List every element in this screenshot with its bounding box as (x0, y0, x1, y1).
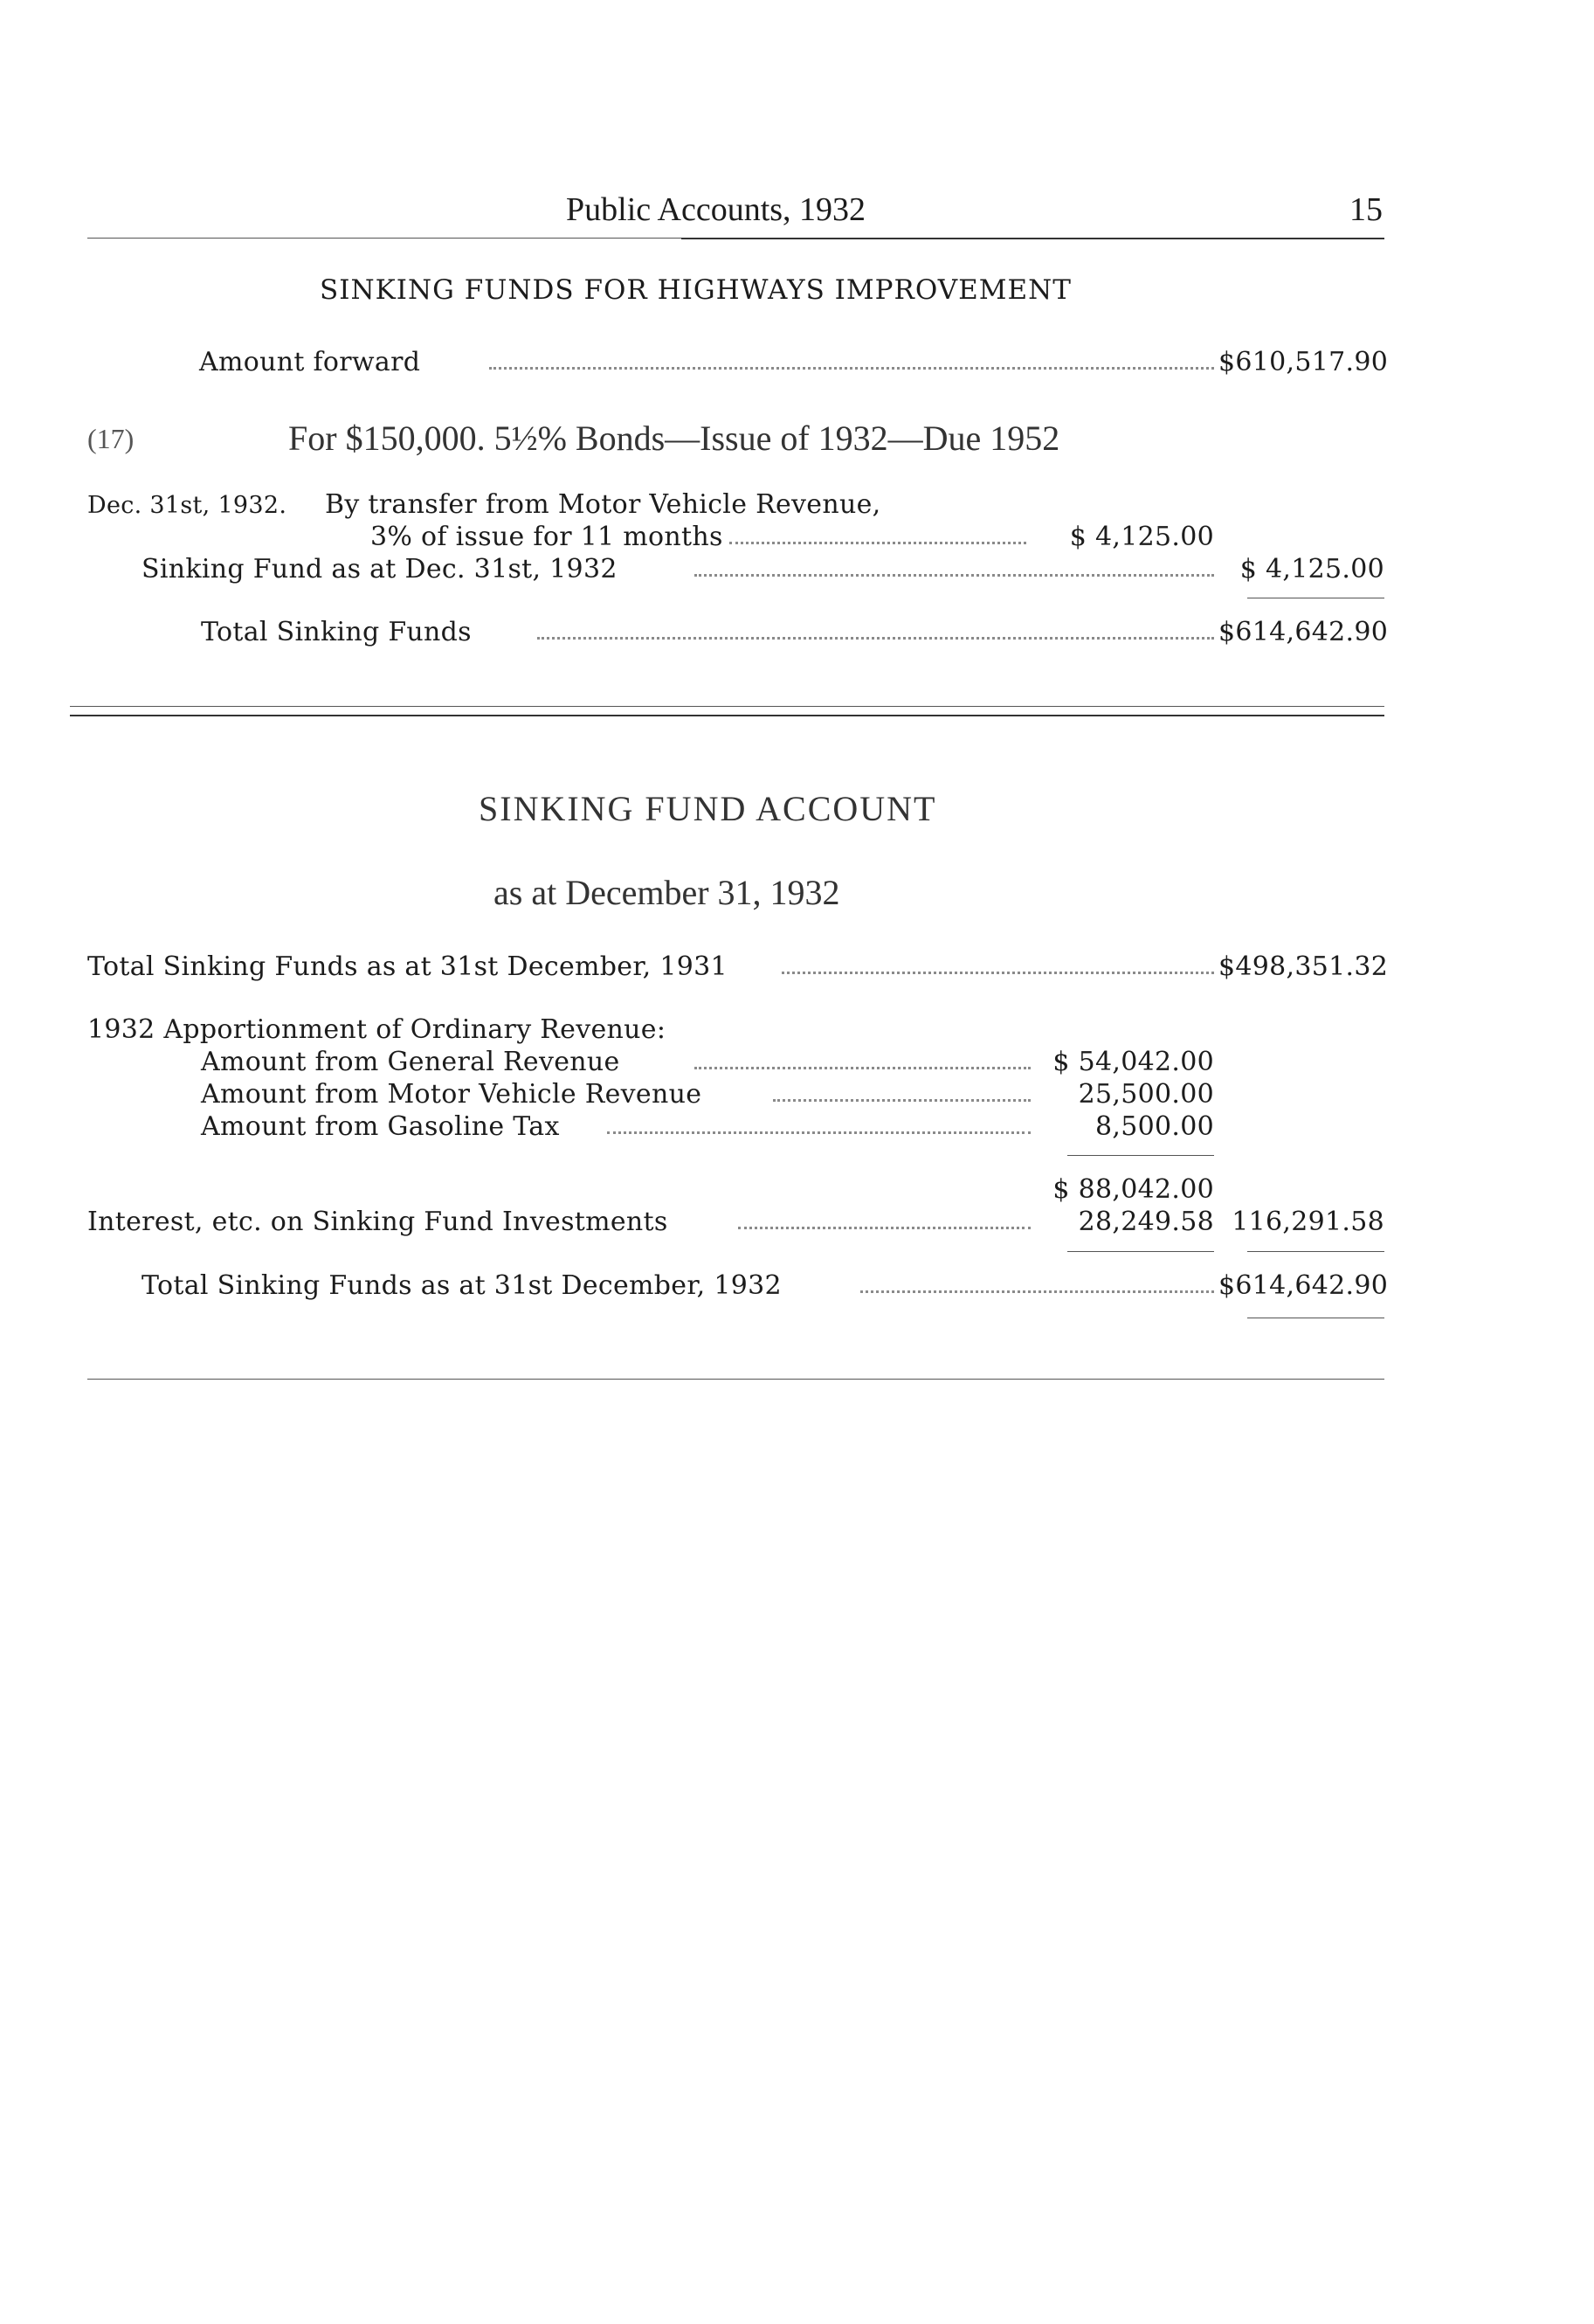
opening-balance-value: $498,351.32 (1218, 951, 1389, 982)
account-subheading: as at December 31, 1932 (493, 873, 840, 912)
leader-dots (537, 637, 1214, 640)
amount-forward-value: $610,517.90 (1218, 347, 1389, 377)
amount-forward-label: Amount forward (199, 347, 421, 377)
apportionment-subtotal: $ 88,042.00 (1052, 1174, 1214, 1205)
apportionment-item-gasoline: Amount from Gasoline Tax (201, 1111, 560, 1142)
transfer-line-1: By transfer from Motor Vehicle Revenue, (325, 489, 881, 520)
apportionment-value-general: $ 54,042.00 (1052, 1047, 1214, 1077)
entry-date: Dec. 31st, 1932. (87, 492, 287, 519)
subtotal-rule (1247, 1251, 1384, 1252)
total-sinking-funds-value: $614,642.90 (1218, 617, 1389, 647)
subtotal-rule (1067, 1155, 1214, 1156)
opening-balance-label: Total Sinking Funds as at 31st December, 1931 (87, 951, 728, 982)
section-separator (70, 706, 1384, 707)
running-header-title: Public Accounts, 1932 (566, 191, 866, 228)
apportionment-label: 1932 Apportionment of Ordinary Revenue: (87, 1014, 666, 1045)
interest-total: 116,291.58 (1232, 1207, 1384, 1237)
leader-dots (607, 1131, 1031, 1134)
leader-dots (489, 367, 1214, 370)
leader-dots (773, 1099, 1031, 1102)
item-number: (17) (87, 423, 135, 454)
total-sinking-funds-label: Total Sinking Funds (201, 617, 472, 647)
account-heading: SINKING FUND ACCOUNT (479, 789, 937, 828)
closing-balance-label: Total Sinking Funds as at 31st December, 1932 (141, 1270, 782, 1301)
interest-label: Interest, etc. on Sinking Fund Investments (87, 1207, 668, 1237)
page-number: 15 (1349, 191, 1383, 228)
item-title: For $150,000. 5½% Bonds—Issue of 1932—Due 1952 (288, 418, 1060, 458)
section-separator-bold (70, 715, 1384, 716)
footer-rule (87, 1379, 1384, 1380)
leader-dots (694, 574, 1214, 577)
leader-dots (738, 1227, 1031, 1229)
leader-dots (782, 972, 1214, 974)
interest-value: 28,249.58 (1078, 1207, 1214, 1237)
apportionment-value-motor: 25,500.00 (1078, 1079, 1214, 1110)
apportionment-item-motor: Amount from Motor Vehicle Revenue (201, 1079, 702, 1110)
subtotal-rule (1067, 1251, 1214, 1252)
apportionment-value-gasoline: 8,500.00 (1095, 1111, 1214, 1142)
leader-dots (860, 1290, 1214, 1293)
transfer-amount: $ 4,125.00 (1069, 522, 1214, 552)
sinking-fund-value: $ 4,125.00 (1239, 554, 1384, 584)
closing-balance-value: $614,642.90 (1218, 1270, 1389, 1301)
apportionment-item-general: Amount from General Revenue (201, 1047, 620, 1077)
transfer-line-2: 3% of issue for 11 months (370, 522, 723, 552)
section-heading-highways: SINKING FUNDS FOR HIGHWAYS IMPROVEMENT (320, 274, 1072, 306)
header-rule-bold (681, 238, 1384, 239)
sinking-fund-label: Sinking Fund as at Dec. 31st, 1932 (141, 554, 618, 584)
leader-dots (729, 542, 1026, 544)
leader-dots (694, 1067, 1031, 1069)
